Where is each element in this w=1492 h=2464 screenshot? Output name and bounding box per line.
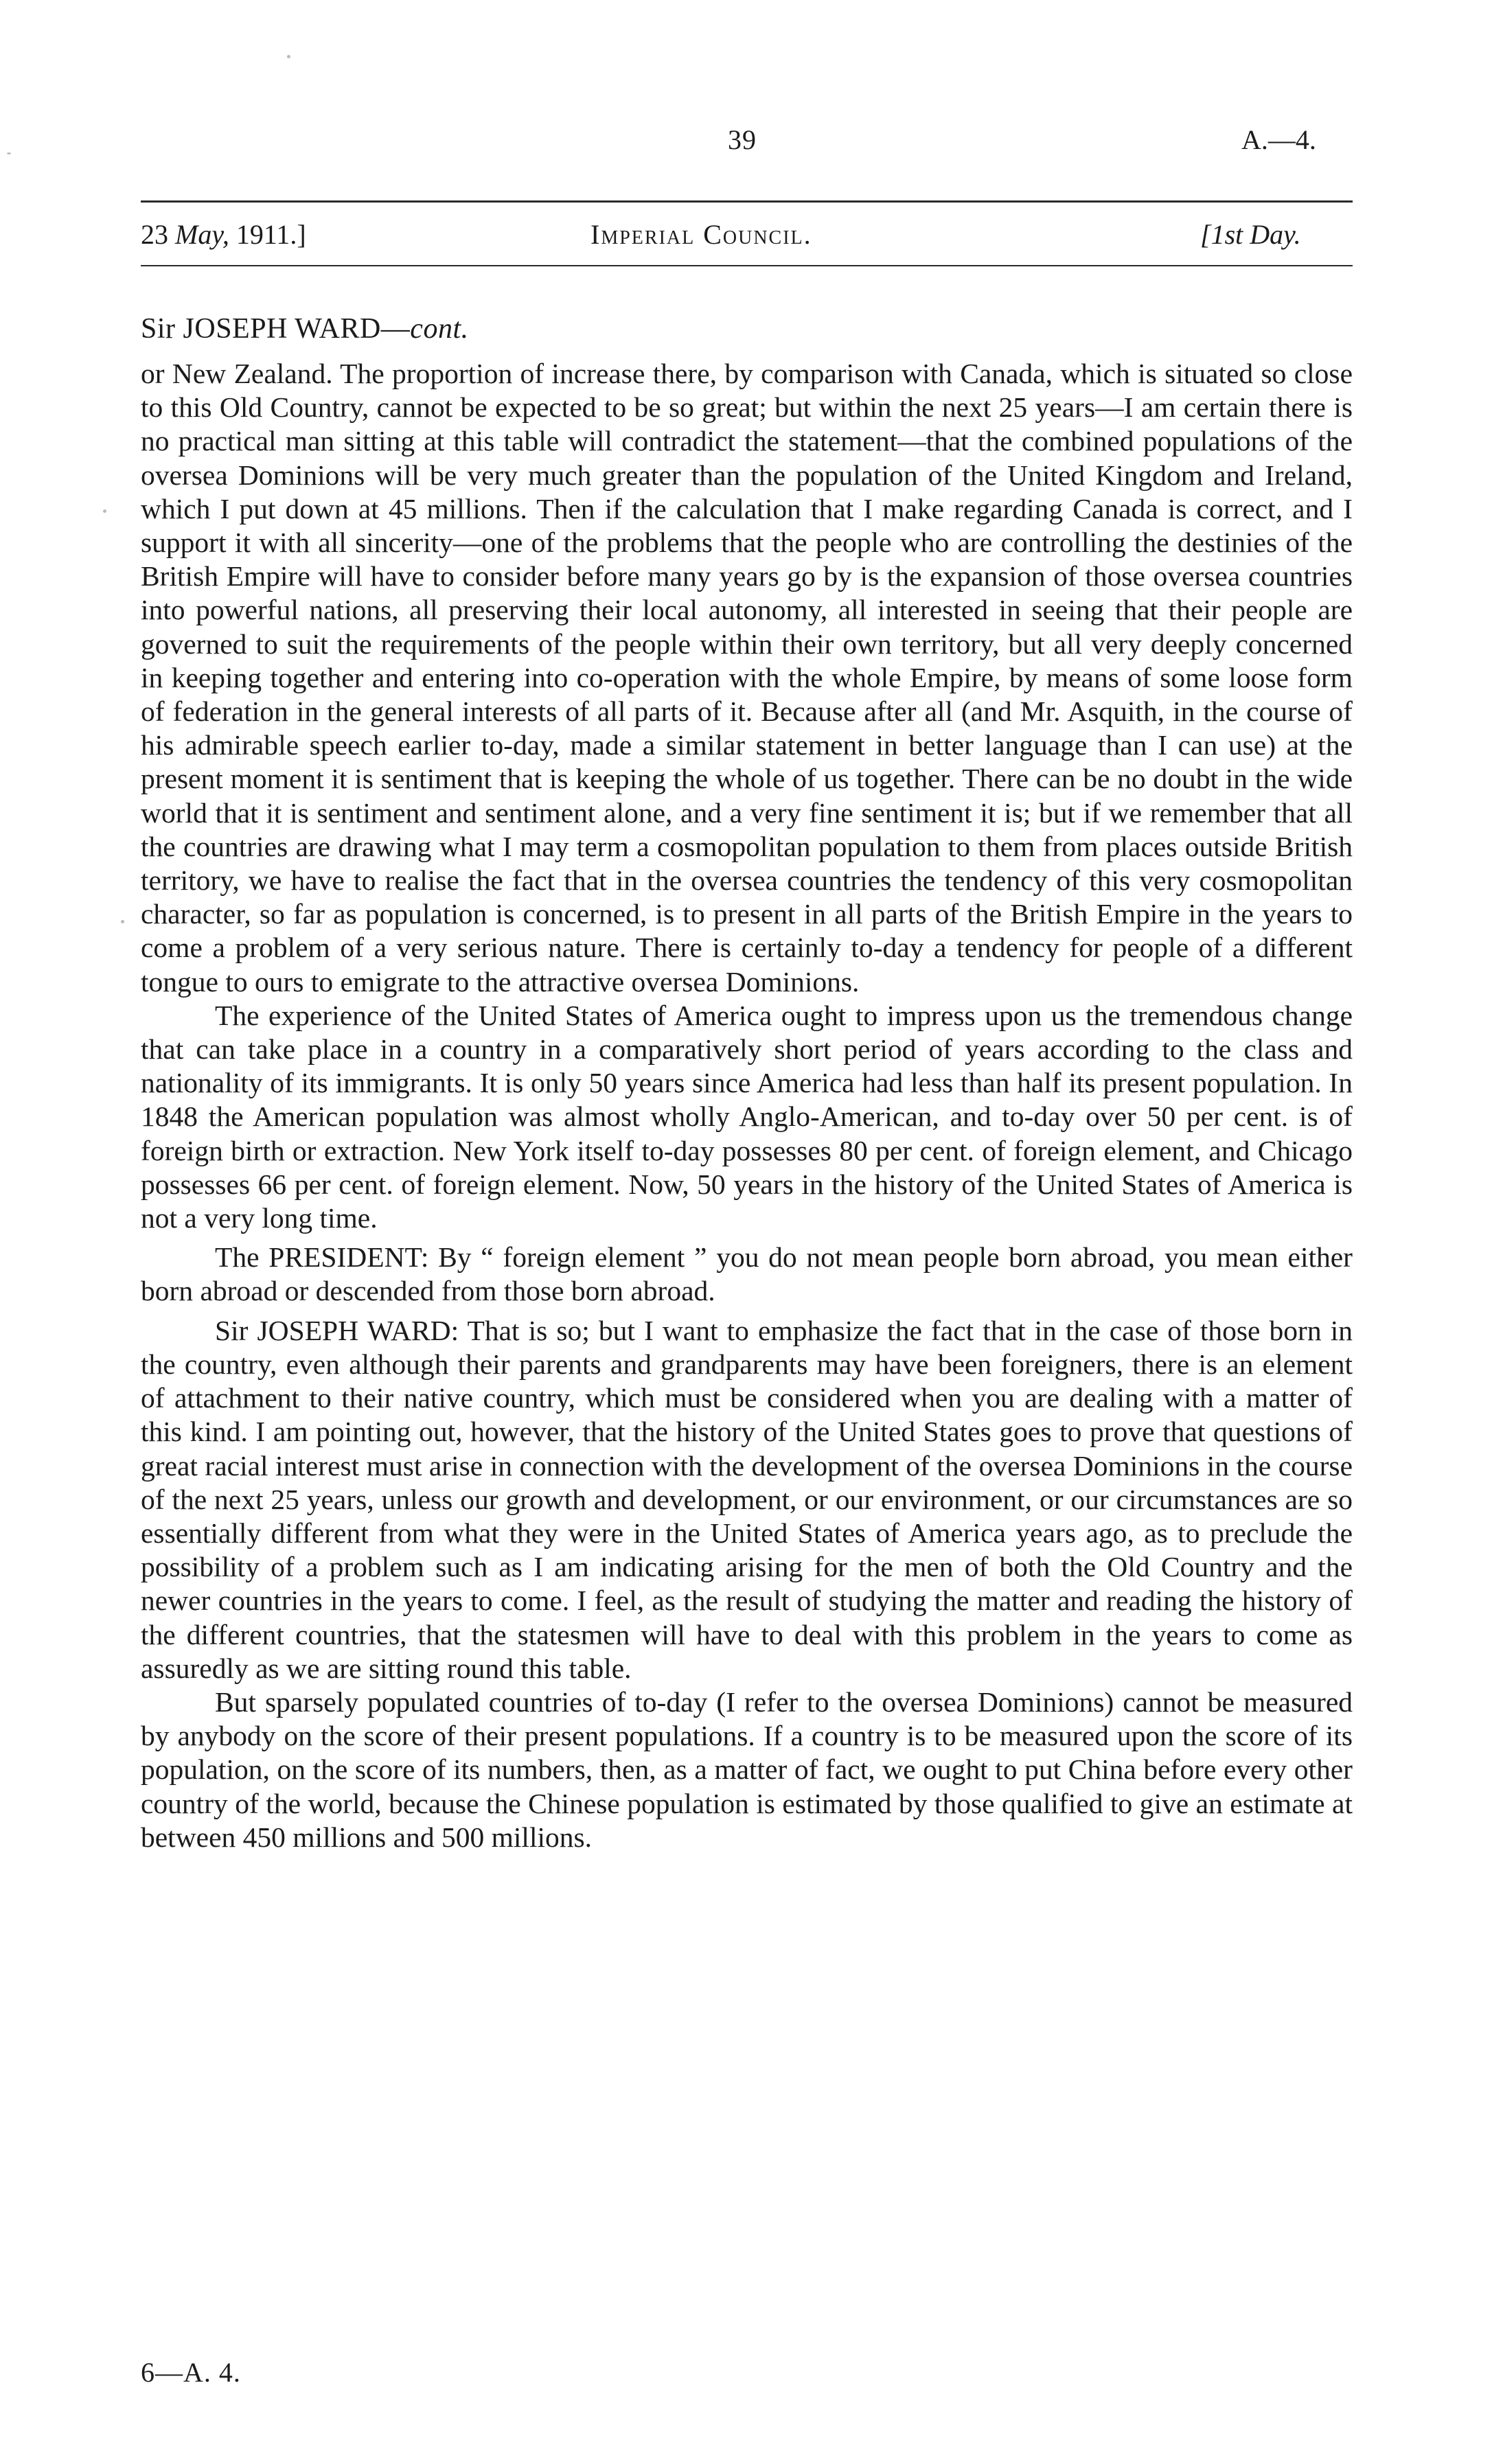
header-day-word: Day. (1250, 219, 1301, 250)
body-text (141, 357, 1353, 1854)
paragraph: or New Zealand. The proportion of increase there, by comparison with Canada, which is situated so close to this Old Country, cannot be expected to be so great; but within the next 25 years—I am certain there is no practical man sitting at this table will contradict the statement—that the combined populations of the oversea Dominions will be very much greater than the population of the United Kingdom and Ireland, which I put down at 45 millions. Then if the calculation that I make regarding Canada is correct, and I support it with all sincerity—one of the problems that the people who are controlling the destinies of the British Empire will have to consider before many years go by is the expansion of those oversea countries into powerful nations, all preserving their local autonomy, all interested in seeing that their people are governed to suit the requirements of the people within their own territory, but all very deeply concerned in keeping together and entering into co-operation with the whole Empire, by means of some loose form of federation in the general interests of all parts of it. Because after all (and Mr. Asquith, in the course of his admirable speech earlier to-day, made a similar statement in better language than I can use) at the present moment it is sentiment that is keeping the whole of us together. There can be no doubt in the wide world that it is sentiment and sentiment alone, and a very fine sentiment it is; but if we remember that all the countries are drawing what I may term a cosmopolitan population to them from places outside British territory, we have to realise the fact that in the oversea countries the tendency of this very cosmopolitan character, so far as population is concerned, is to present in all parts of the British Empire in the years to come a problem of a very serious nature. There is certainly to-day a tendency for people of a different tongue to ours to emigrate to the attractive oversea Dominions. (141, 358, 1353, 998)
speaker-heading (141, 312, 469, 345)
paragraph: Sir JOSEPH WARD: That is so; but I want to emphasize the fact that in the case of those born in the country, even although their parents and grandparents may have been foreigners, there is an element of attachment to their native country, which must be considered when you are dealing with a matter of this kind. I am pointing out, however, that the history of the United States goes to prove that questions of great racial interest must arise in connection with the development of the oversea Dominions in the course of the next 25 years, unless our growth and development, or our environment, or our circumstances are so essentially different from what they were in the United States of America years ago, as to preclude the possibility of a problem such as I am indicating arising for the men of both the Old Country and the newer countries in the years to come. I feel, as the result of studying the matter and reading the history of the different countries, that the statesmen will have to deal with this problem in the years to come as assuredly as we are sitting round this table. (141, 1314, 1353, 1684)
header-rule-bottom (141, 265, 1353, 266)
scan-speck (121, 920, 124, 923)
scan-speck (7, 152, 11, 154)
header-date-number: 23 (141, 219, 168, 250)
header-date (141, 218, 306, 251)
header-rule-top (141, 200, 1353, 203)
footer-signature-mark: 6—A. 4. (141, 2357, 241, 2388)
header-date-month: May, (175, 219, 229, 250)
header-day (1200, 218, 1301, 251)
paragraph: The PRESIDENT: By “ foreign element ” you do not mean people born abroad, you mean either born abroad or descended from those born abroad. (141, 1241, 1353, 1307)
page-number: 39 (728, 124, 757, 155)
paragraph: The experience of the United States of America ought to impress upon us the tremendous change that can take place in a country in a comparatively short period of years according to the class and nationality of its immigrants. It is only 50 years since America had less than half its present population. In 1848 the American population was almost wholly Anglo-American, and to-day over 50 per cent. is of foreign birth or extraction. New York itself to-day possesses 80 per cent. of foreign element, and Chicago possesses 66 per cent. of foreign element. Now, 50 years in the history of the United States of America is not a very long time. (141, 999, 1353, 1234)
speaker-continued: cont. (410, 313, 469, 345)
header-date-year: 1911.] (236, 219, 306, 250)
scan-speck (287, 55, 290, 58)
header-day-number: [1st (1200, 219, 1243, 250)
paragraph: But sparsely populated countries of to-day (I refer to the oversea Dominions) cannot be measured by anybody on the score of their present populations. If a country is to be measured upon the score of its population, on the score of its numbers, then, as a matter of fact, we ought to put China before every other country of the world, because the Chinese population is estimated by those qualified to give an estimate at between 450 millions and 500 millions. (141, 1685, 1353, 1853)
document-reference: A.—4. (1241, 124, 1316, 155)
running-title: Imperial Council. (590, 219, 812, 250)
speaker-name: Sir JOSEPH WARD— (141, 313, 411, 345)
scan-speck (103, 509, 106, 513)
